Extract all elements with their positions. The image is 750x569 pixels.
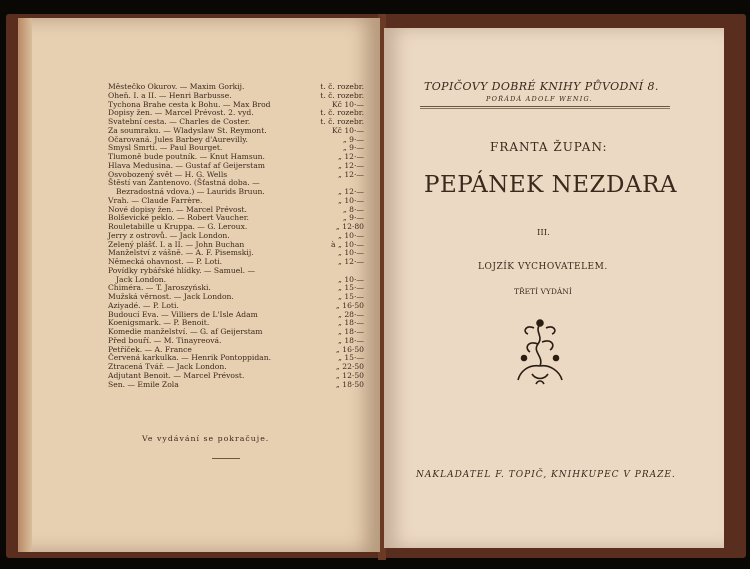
book-entry-title: Bezradostná vdova.) — Laurids Bruun. (116, 187, 265, 196)
book-entry-price: „ 18·— (337, 327, 364, 336)
volume-number: III. (537, 228, 550, 238)
book-entry-title: Tlumoně bude poutník. — Knut Hamsun. (108, 152, 265, 161)
book-entry-title: Svatební cesta. — Charles de Coster. (108, 117, 251, 126)
divider (420, 106, 670, 107)
book-entry-price: „ 10·— (337, 230, 364, 240)
continuation-note: Ve vydávání se pokračuje. (142, 434, 270, 443)
book-entry-title: Chiméra. — T. Jaroszyński. (108, 283, 211, 293)
book-entry-title: Rouletabille u Kruppa. — G. Leroux. (108, 222, 248, 231)
book-entry-title: Smysl Smrti. — Paul Bourget. (108, 143, 223, 153)
book-subtitle: LOJZÍK VYCHOVATELEM. (478, 262, 608, 272)
book-entry-title: Městečko Okurov. — Maxim Gorkij. (108, 82, 245, 91)
book-entry-title: Aziyadé. — P. Loti. (108, 300, 179, 310)
book-entry-title: Za soumraku. — Wladyslaw St. Reymont. (108, 125, 267, 135)
book-entry-price: „ 12·50 (335, 370, 364, 380)
book-entry-price: „ 12·80 (335, 222, 364, 231)
book-entry-price: „ 15·— (337, 283, 364, 293)
book-entry-title: Hlava Medusina. — Gustaf af Geijerstam (108, 160, 265, 170)
book-entry-price: „ 9·— (342, 143, 364, 153)
book-entry-price: „ 12·— (337, 160, 364, 170)
book-entry-price: „ 18·— (337, 318, 364, 328)
book-entry-price: „ 10·— (337, 195, 364, 205)
book-entry-title: Před bouří. — M. Tinayreová. (108, 335, 222, 345)
book-entry-title: Koenigsmark. — P. Benoit. (108, 318, 210, 328)
floral-vignette-icon (514, 318, 566, 388)
book-entry-price: t. č. rozebr. (320, 117, 364, 126)
book-entry-price: Kč 10·— (331, 125, 364, 135)
book-entry-price: „ 12·— (337, 169, 364, 179)
edition-note: TŘETÍ VYDÁNÍ (514, 287, 572, 296)
book-entry-title: Oheň. I. a II. — Henri Barbusse. (108, 90, 232, 100)
book-entry-price: „ 8·— (342, 204, 364, 214)
book-entry-price: „ 10·— (337, 274, 364, 284)
book-entry-price: „ 28·— (337, 309, 364, 319)
book-entry-title: Tychona Brahe cesta k Bohu. — Max Brod (108, 99, 271, 109)
book-entry-price: „ 12·— (337, 152, 364, 161)
book-list-row (108, 381, 364, 390)
series-title: TOPIČOVY DOBRÉ KNIHY PŮVODNÍ 8. (424, 80, 659, 93)
book-entry-title: Petříček. — A. France (108, 344, 192, 354)
book-entry-price: „ 15·— (337, 353, 364, 363)
divider (212, 458, 240, 459)
book-entry-price: „ 9·— (342, 134, 364, 144)
book-entry-title: Jerry z ostrovů. — Jack London. (108, 230, 230, 240)
book-entry-title: Povídky rybářské hlídky. — Samuel. — (108, 265, 256, 275)
book-entry-title: Osvobozený svět — H. G. Wells (108, 169, 228, 179)
book-entry-title: Budoucí Eva. — Villiers de L'Isle Adam (108, 309, 258, 319)
book-list (108, 83, 364, 389)
book-entry-title: Sen. — Emile Zola (108, 379, 179, 389)
book-entry-title: Štěstí van Zantenovo. (Šťastná doba. — (108, 178, 260, 188)
book-title: PEPÁNEK NEZDARA (424, 172, 678, 198)
divider (420, 108, 670, 109)
book-entry-title: Očarovaná. Jules Barbey d'Aurevilly. (108, 134, 248, 144)
book-entry-title: Manželství z vášně. — A. F. Pisemskij. (108, 248, 254, 258)
book-entry-title: Jack London. (116, 274, 167, 284)
book-entry-title: Vrah. — Claude Farrère. (108, 195, 203, 205)
book-entry-price: „ 18·— (337, 335, 364, 345)
book-entry-title: Bolševické peklo. — Robert Vaucher. (108, 213, 249, 223)
book-entry-price: à „ 10·— (331, 239, 364, 249)
book-entry-title: Německá ohavnost. — P. Loti. (108, 257, 223, 266)
book-entry-title: Adjutant Benoit. — Marcel Prévost. (108, 370, 245, 380)
book-entry-price: „ 10·— (337, 248, 364, 258)
book-entry-price: „ 12·— (337, 187, 364, 196)
book-entry-price: „ 22·50 (335, 362, 364, 371)
book-entry-title: Komedie manželství. — G. af Geijerstam (108, 327, 263, 336)
book-entry-title: Ztracená Tvář. — Jack London. (108, 362, 227, 371)
book-entry-title: Nové dopisy žen. — Marcel Prévost. (108, 204, 247, 214)
page-edge (18, 18, 32, 552)
book-entry-title: Dopisy žen. — Marcel Prévost. 2. vyd. (108, 108, 254, 118)
series-editor: POŘÁDÁ ADOLF WENIG. (486, 95, 593, 103)
author-name: FRANTA ŽUPAN: (490, 140, 608, 154)
book-entry-price: „ 15·— (337, 292, 364, 301)
book-entry-title: Červená karkulka. — Henrik Pontoppidan. (108, 353, 272, 363)
book-entry-title: Mužská věrnost. — Jack London. (108, 292, 234, 301)
book-entry-price: Kč 10·— (331, 99, 364, 109)
book-entry-price: „ 12·— (337, 257, 364, 266)
publisher-line: NAKLADATEL F. TOPIČ, KNIHKUPEC V PRAZE. (416, 470, 676, 480)
book-entry-price: t. č. rozebr. (320, 108, 364, 118)
book-entry-price: „ 9·— (342, 213, 364, 223)
book-entry-price: t. č. rozebr. (320, 90, 364, 100)
book-entry-price: „ 16·50 (335, 300, 364, 310)
book-entry-title: Zelený plášť. I. a II. — John Buchan (108, 239, 245, 249)
book-entry-price: t. č. rozebr. (320, 82, 364, 91)
book-entry-price: „ 18·50 (335, 379, 364, 389)
book-entry-price: „ 16·50 (335, 344, 364, 354)
